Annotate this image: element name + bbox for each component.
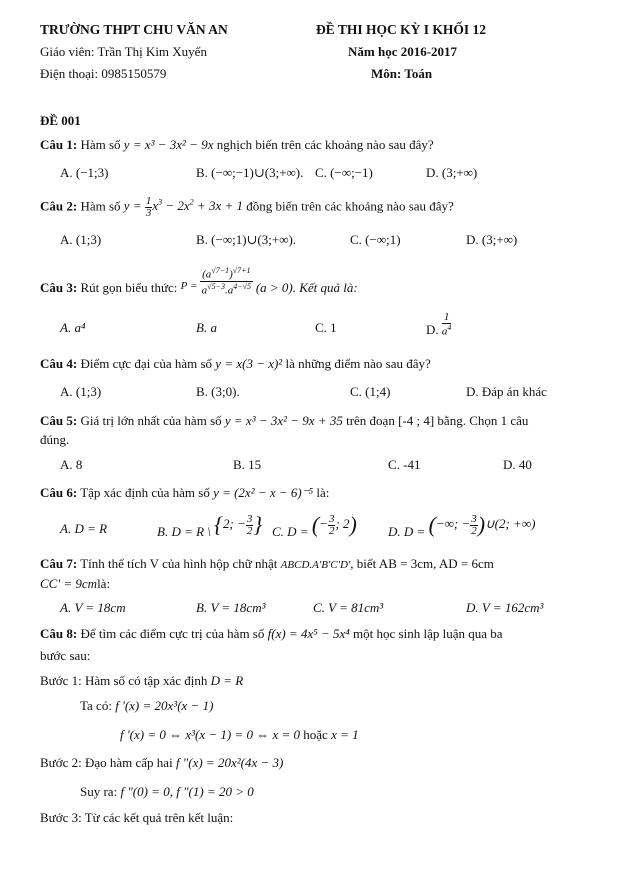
q6-b-prefix: B. D = R \ [157, 523, 211, 539]
q1-option-d: D. (3;+∞) [426, 165, 478, 180]
exam-code: ĐỀ 001 [40, 113, 81, 128]
q1-formula: y = x³ − 3x² − 9x [123, 137, 214, 152]
q5-formula: y = x³ − 3x² − 9x + 35 [224, 413, 343, 428]
q8-taco: Ta có: [80, 698, 112, 713]
q2-label: Câu 2: [40, 198, 78, 214]
q6-formula: y = (2x² − x − 6)⁻⁵ [213, 485, 314, 500]
q3-pre: Rút gọn biểu thức: [80, 280, 178, 295]
question-4 [40, 356, 431, 372]
q3-option-d [426, 312, 451, 338]
q8-step2 [40, 755, 283, 771]
q7-label: Câu 7: [40, 556, 78, 571]
school-year: Năm học 2016-2017 [348, 44, 458, 59]
teacher-name: Giáo viên: Trần Thị Kim Xuyến [40, 44, 207, 59]
q2-option-c: C. (−∞;1) [350, 232, 401, 247]
q7-option-d: D. V = 162cm³ [466, 600, 544, 615]
q4-option-d: D. Đáp án khác [466, 384, 547, 399]
question-6 [40, 485, 329, 501]
q5-option-a: A. 8 [60, 457, 83, 472]
q6-post: là: [316, 485, 330, 500]
q8-step2-text: Bước 2: Đạo hàm cấp hai [40, 755, 173, 770]
q5-post: trên đoạn [-4 ; 4] bằng. Chọn 1 câu [346, 413, 529, 428]
q2-option-a: A. (1;3) [60, 232, 102, 247]
q8-deriv2-vals: f "(0) = 0, f "(1) = 20 > 0 [120, 784, 254, 799]
q8-taco-line [80, 698, 213, 714]
q6-c-prefix: C. D = [272, 523, 309, 539]
q8-suyra-line [80, 784, 254, 800]
q8-deriv1-eq-line [120, 727, 359, 743]
q5-option-c: C. -41 [388, 457, 421, 472]
question-3 [40, 266, 358, 296]
q4-option-b: B. (3;0). [196, 384, 240, 399]
q8-deriv2: f "(x) = 20x²(4x − 3) [175, 755, 284, 770]
q8-label: Câu 8: [40, 626, 78, 641]
q7-text: Tính thể tích V của hình hộp chữ nhật [80, 556, 278, 571]
q8-pre: Để tìm các điểm cực trị của hàm số [80, 626, 265, 641]
q7-option-c: C. V = 81cm³ [313, 600, 384, 615]
q1-option-c: C. (−∞;−1) [315, 165, 373, 180]
q2-option-d: D. (3;+∞) [466, 232, 518, 247]
question-2 [40, 196, 454, 219]
q4-option-c: C. (1;4) [350, 384, 391, 399]
q1-option-a: A. (−1;3) [60, 165, 109, 180]
exam-title: ĐỀ THI HỌC KỲ I KHỐI 12 [316, 22, 487, 37]
q4-label: Câu 4: [40, 356, 78, 371]
q6-option-d: D. D = (−∞; − $\frac{3}{2}$ )∪(2; +∞) [388, 512, 536, 539]
q3-label: Câu 3: [40, 280, 78, 295]
q7-option-b: B. V = 18cm³ [196, 600, 266, 615]
q7-text2: , biết AB = 3cm, AD = 6cm [350, 556, 494, 571]
q6-label: Câu 6: [40, 485, 78, 500]
q1-pre: Hàm số [80, 137, 121, 152]
q7-box: ABCD.A'B'C'D' [280, 559, 351, 571]
q7-line2 [40, 576, 110, 592]
q1-post: nghịch biến trên các khoảng nào sau đây? [216, 137, 434, 152]
q8-post-line2: bước sau: [40, 648, 91, 663]
q6-option-c: C. D = (− $\frac{3}{2}$ ; 2) [272, 512, 357, 539]
q5-label: Câu 5: [40, 413, 78, 428]
q4-post: là những điểm nào sau đây? [285, 356, 431, 371]
q8-step1 [40, 673, 243, 689]
q8-formula: f(x) = 4x⁵ − 5x⁴ [267, 626, 350, 641]
q7-cc-formula: CC' = 9cm [40, 576, 98, 591]
q8-hoac: hoặc [303, 727, 328, 742]
q2-formula: y = $\frac{1}{3}$ $x^3 - 2x^2 + 3x + 1$ [123, 195, 243, 219]
q6-option-a: A. D = R [60, 521, 108, 536]
q8-step3: Bước 3: Từ các kết quả trên kết luận: [40, 810, 234, 825]
q3-option-a: A. a⁴ [60, 320, 86, 335]
q8-step1-formula: D = R [210, 673, 244, 688]
question-1 [40, 137, 434, 153]
q6-d-prefix: D. D = [388, 523, 426, 539]
q5-post-line2: đúng. [40, 432, 70, 447]
q4-option-a: A. (1;3) [60, 384, 102, 399]
q3-d-fraction: $\frac{1}{a^4}$ [441, 311, 452, 338]
q3-formula: P = $\frac{(a^{√7-1})^{√7+1}}{a^{√5-3}.a^{4-√5}}$ [180, 266, 252, 297]
q2-option-b: B. (−∞;1)∪(3;+∞). [196, 232, 297, 247]
phone: Điện thoại: 0985150579 [40, 66, 167, 81]
q3-condition: (a > 0). Kết quả là: [255, 280, 358, 295]
q8-deriv1: f '(x) = 20x³(x − 1) [115, 698, 214, 713]
q6-pre: Tập xác định của hàm số [80, 485, 210, 500]
q5-option-b: B. 15 [233, 457, 262, 472]
q5-option-d: D. 40 [503, 457, 532, 472]
q7-line2-post: là: [97, 576, 111, 591]
q1-label: Câu 1: [40, 137, 78, 152]
q3-option-b: B. a [196, 320, 217, 335]
school-name: TRƯỜNG THPT CHU VĂN AN [40, 22, 228, 37]
q2-post: đồng biến trên các khoảng nào sau đây? [246, 198, 454, 214]
q3-option-c: C. 1 [315, 320, 337, 335]
q8-deriv1-eq: f '(x) = 0 ⇔ x³(x − 1) = 0 ⇔ x = 0 [120, 727, 301, 742]
q8-step1-text: Bước 1: Hàm số có tập xác định [40, 673, 208, 688]
subject: Môn: Toán [371, 66, 433, 81]
q4-pre: Điểm cực đại của hàm số [80, 356, 213, 371]
question-8 [40, 626, 503, 642]
q1-option-b: B. (−∞;−1)∪(3;+∞). [196, 165, 304, 180]
q6-option-b: B. D = R \ {2; − $\frac{3}{2}$ } [157, 512, 263, 539]
q4-formula: y = x(3 − x)² [215, 356, 283, 371]
q3-d-prefix: D. [426, 321, 439, 337]
question-5 [40, 413, 528, 429]
q8-suyra: Suy ra: [80, 784, 118, 799]
q2-pre: Hàm số [80, 198, 121, 214]
q7-option-a: A. V = 18cm [60, 600, 126, 615]
question-7 [40, 556, 494, 572]
q5-pre: Giá trị lớn nhất của hàm số [80, 413, 222, 428]
q8-x1: x = 1 [331, 727, 359, 742]
q8-post: một học sinh lập luận qua ba [353, 626, 503, 641]
